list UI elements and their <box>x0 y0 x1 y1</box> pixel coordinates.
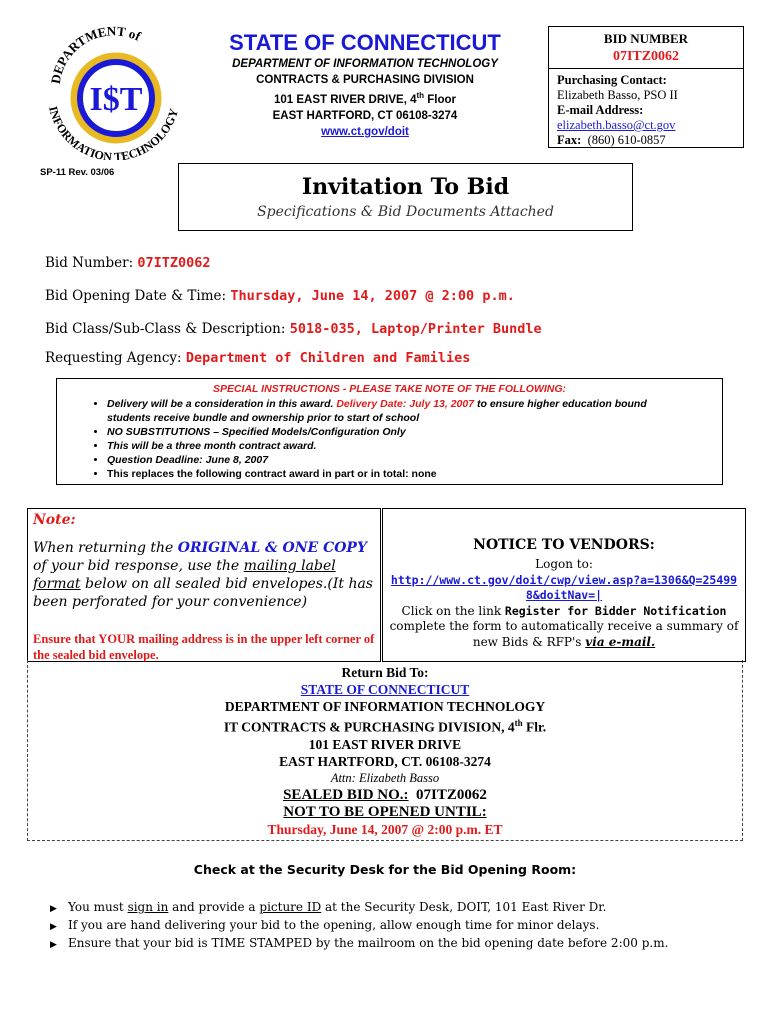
header-dept: DEPARTMENT OF INFORMATION TECHNOLOGY <box>232 58 498 70</box>
contact-name: Elizabeth Basso, PSO II <box>557 88 678 102</box>
return-state: STATE OF CONNECTICUT <box>300 682 470 697</box>
fax-line: Fax: (860) 610-0857 <box>557 133 666 147</box>
return-heading: Return Bid To: <box>341 665 429 680</box>
bid-number-label: BID NUMBER <box>603 31 689 46</box>
not-to-open: NOT TO BE OPENED UNTIL: <box>283 803 487 820</box>
email-label: E-mail Address: <box>557 103 644 117</box>
special-instructions-title: SPECIAL INSTRUCTIONS - PLEASE TAKE NOTE OF THE FOLLOWING: <box>212 383 567 395</box>
instruction-item: • This replaces the following contract award in part or in total: none <box>107 467 667 481</box>
logo-ring-bottom: INFORMATION TECHNOLOGY <box>46 104 181 160</box>
form-code: SP-11 Rev. 03/06 <box>40 167 115 178</box>
field-requesting-agency: Requesting Agency: Department of Children and Families <box>45 350 471 366</box>
header-address <box>190 56 540 140</box>
arrow-icon: ▶ <box>50 922 57 932</box>
header-city: EAST HARTFORD, CT 06108-3274 <box>272 109 458 122</box>
vendor-notice-box <box>382 508 746 662</box>
contact-label: Purchasing Contact: <box>557 73 667 87</box>
header-url-link[interactable]: www.ct.gov/doit <box>321 125 409 138</box>
header-street: 101 EAST RIVER DRIVE, 4th Floor <box>273 91 457 106</box>
logo-ring-top: DEPARTMENT of <box>47 23 144 85</box>
field-bid-class: Bid Class/Sub-Class & Description: 5018-035, Laptop/Printer Bundle <box>45 321 542 337</box>
arrow-icon: ▶ <box>50 940 57 950</box>
instruction-item: • NO SUBSTITUTIONS – Specified Models/Configuration Only <box>107 425 667 439</box>
security-item: ▶ You must sign in and provide a picture ID at the Security Desk, DOIT, 101 East River Dr. <box>50 899 668 917</box>
open-date: Thursday, June 14, 2007 @ 2:00 p.m. ET <box>267 821 503 837</box>
return-city: EAST HARTFORD, CT. 06108-3274 <box>279 753 491 769</box>
vendor-notice-heading: NOTICE TO VENDORS: <box>473 537 655 553</box>
note-heading: Note: <box>33 512 76 528</box>
instruction-item: • Question Deadline: June 8, 2007 <box>107 453 667 467</box>
return-dept: DEPARTMENT OF INFORMATION TECHNOLOGY <box>224 699 546 714</box>
security-item: ▶ Ensure that your bid is TIME STAMPED by the mailroom on the bid opening date before 2:00 p.m. <box>50 935 668 953</box>
svg-text:DEPARTMENT of <box>48 23 144 85</box>
instruction-item: • Delivery will be a consideration in this award. Delivery Date: July 13, 2007 to ensure higher education bound students receive bundle and ownership prior to start of school <box>107 397 667 425</box>
return-division: IT CONTRACTS & PURCHASING DIVISION, 4th Flr. <box>223 718 547 735</box>
invitation-title: Invitation To Bid <box>301 174 510 200</box>
arrow-icon: ▶ <box>50 904 57 914</box>
email-link[interactable]: elizabeth.basso@ct.gov <box>557 118 676 132</box>
instruction-item: • This will be a three month contract award. <box>107 439 667 453</box>
security-item: ▶ If you are hand delivering your bid to the opening, allow enough time for minor delays. <box>50 917 668 935</box>
note-text: When returning the ORIGINAL & ONE COPY of your bid response, use the mailing label format below on all sealed bid envelopes.(It has been perforated for your convenience) <box>33 540 373 610</box>
header-title: STATE OF CONNECTICUT <box>229 30 501 55</box>
note-emphasis: Ensure that YOUR mailing address is in the upper left corner of the sealed bid envelope. <box>33 632 375 662</box>
doit-logo <box>38 20 188 160</box>
return-attn: Attn: Elizabeth Basso <box>330 770 440 785</box>
vendor-notice-body: Logon to: http://www.ct.gov/doit/cwp/view.asp?a=1306&Q=254998&doitNav=| Click on the link Register for Bidder Notification complete the form to automatically receive a summary of new Bids & RFP's via e-mail. <box>383 557 745 650</box>
register-link-text: Register for Bidder Notification <box>504 603 727 618</box>
field-opening-date: Bid Opening Date & Time: Thursday, June 14, 2007 @ 2:00 p.m. <box>45 288 515 304</box>
special-instructions-box <box>56 378 723 485</box>
invitation-subtitle: Specifications & Bid Documents Attached <box>257 204 554 220</box>
bid-number-value: 07ITZ0062 <box>549 49 743 69</box>
security-list <box>50 899 668 953</box>
bid-number-box <box>548 26 744 148</box>
logo-letters: I$T <box>89 81 143 118</box>
field-bid-number: Bid Number: 07ITZ0062 <box>45 255 211 271</box>
invitation-box <box>178 163 633 231</box>
sealed-bid-line: SEALED BID NO.: 07ITZ0062 <box>283 786 487 803</box>
vendor-url-link[interactable]: http://www.ct.gov/doit/cwp/view.asp?a=1306&Q=254998&doitNav=| <box>390 572 738 602</box>
security-heading: Check at the Security Desk for the Bid Opening Room: <box>193 862 577 877</box>
return-street: 101 EAST RIVER DRIVE <box>308 736 462 752</box>
header-division: CONTRACTS & PURCHASING DIVISION <box>256 74 474 86</box>
return-bid-label <box>27 660 743 841</box>
note-box <box>27 508 381 662</box>
vendor-logon: Logon to: <box>535 557 593 571</box>
